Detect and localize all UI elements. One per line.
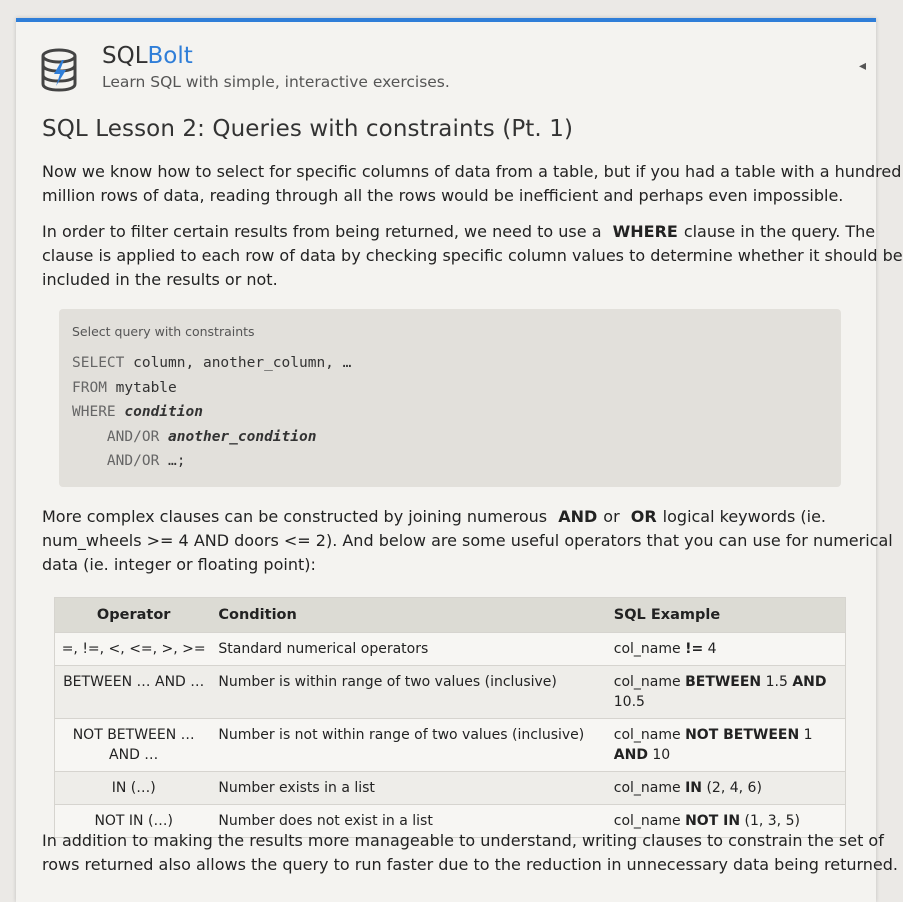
example-keyword: BETWEEN [685,674,762,690]
keyword-and: AND [558,507,598,526]
table-row [55,633,846,666]
keyword-where: WHERE [612,222,678,241]
operators-paragraph [42,505,893,577]
table-row [55,772,846,805]
example-keyword: AND [792,674,827,690]
code-caption: Select query with constraints [72,324,255,339]
text-line: Now we know how to select for specific columns of data from a table, but if you had a table with a hundred [42,162,902,181]
condition-cell: Number does not exist in a list [212,805,607,838]
keyword-or: OR [630,507,657,526]
example-text: 1 [799,727,813,743]
text-line: included in the results or not. [42,270,278,289]
sql-code [72,351,351,474]
example-text: col_name [613,813,686,829]
text-line: clause is applied to each row of data by checking specific column values to determine whether it should be [42,246,903,265]
condition-cell: Standard numerical operators [212,633,607,666]
text-fragment: clause in the query. The [683,222,876,241]
example-keyword: NOT BETWEEN [685,727,800,743]
example-cell [608,633,846,666]
operator-cell: =, !=, <, <=, >, >= [55,633,213,666]
lesson-page [16,18,903,902]
table-header-row [55,598,846,633]
code-keyword: WHERE [72,404,116,420]
text-line [42,505,872,529]
condition-cell: Number is not within range of two values (inclusive) [212,719,607,772]
lesson-title: SQL Lesson 2: Queries with constraints (Pt. 1) [42,116,574,142]
example-keyword: AND [613,747,648,763]
text-fragment: In order to filter certain results from being returned, we need to use a [42,222,602,241]
code-keyword: FROM [72,379,107,396]
header-operator: Operator [55,598,213,633]
intro-paragraph [42,160,902,208]
example-text: col_name [613,674,686,690]
database-bolt-icon[interactable] [40,48,80,92]
code-text: mytable [106,379,177,396]
example-text: 10.5 [613,694,645,710]
text-line: rows returned also allows the query to run faster due to the reduction in unnecessary data being returned. [42,855,899,874]
condition-cell: Number is within range of two values (inclusive) [212,666,607,719]
text-fragment: logical keywords (ie. [662,507,827,526]
site-header [40,42,866,92]
operator-cell: NOT IN (…) [55,805,213,838]
operator-cell: IN (…) [55,772,213,805]
example-keyword: NOT IN [685,813,741,829]
code-keyword: AND/OR [106,453,160,469]
site-brand[interactable] [102,42,193,70]
text-line: num_wheels >= 4 AND doors <= 2). And below are some useful operators that you can use for numerical [42,531,893,550]
condition-cell: Number exists in a list [212,772,607,805]
arrow-icon[interactable]: ◂ [858,58,866,74]
example-text: col_name [613,780,686,796]
example-text: 4 [703,641,717,657]
where-paragraph [42,220,903,292]
table-row [55,719,846,772]
example-text: (2, 4, 6) [702,780,762,796]
code-text: column, another_column, … [124,355,352,371]
operator-cell: NOT BETWEEN … AND … [55,719,213,772]
operator-cell: BETWEEN … AND … [55,666,213,719]
brand-prefix: SQL [102,43,148,69]
operators-table [54,597,846,838]
example-keyword: != [685,641,704,657]
text-line: data (ie. integer or floating point): [42,555,316,574]
example-text: 10 [647,747,671,763]
brand-accent: Bolt [147,43,193,69]
site-tagline: Learn SQL with simple, interactive exercises. [102,73,450,91]
code-block [59,309,841,487]
example-keyword: IN [685,780,703,796]
example-text: 1.5 [761,674,793,690]
header-condition: Condition [212,598,607,633]
code-text: …; [159,453,186,469]
header-sql-example: SQL Example [608,598,846,633]
code-keyword: AND/OR [106,428,160,445]
text-fragment: More complex clauses can be constructed by joining numerous [42,507,548,526]
text-line: In addition to making the results more manageable to understand, writing clauses to constrain the set of [42,831,884,850]
table-row [55,666,846,719]
code-condition: condition [124,404,203,420]
example-cell [608,719,846,772]
code-keyword: SELECT [72,355,125,371]
text-line [42,220,876,244]
text-fragment: or [603,507,620,526]
example-text: col_name [613,641,686,657]
example-cell [608,666,846,719]
example-cell [608,772,846,805]
example-text: col_name [613,727,686,743]
closing-paragraph [42,829,899,877]
example-text: (1, 3, 5) [740,813,800,829]
code-condition: another_condition [168,428,317,445]
text-line: million rows of data, reading through all the rows would be inefficient and perhaps even impossible. [42,186,844,205]
